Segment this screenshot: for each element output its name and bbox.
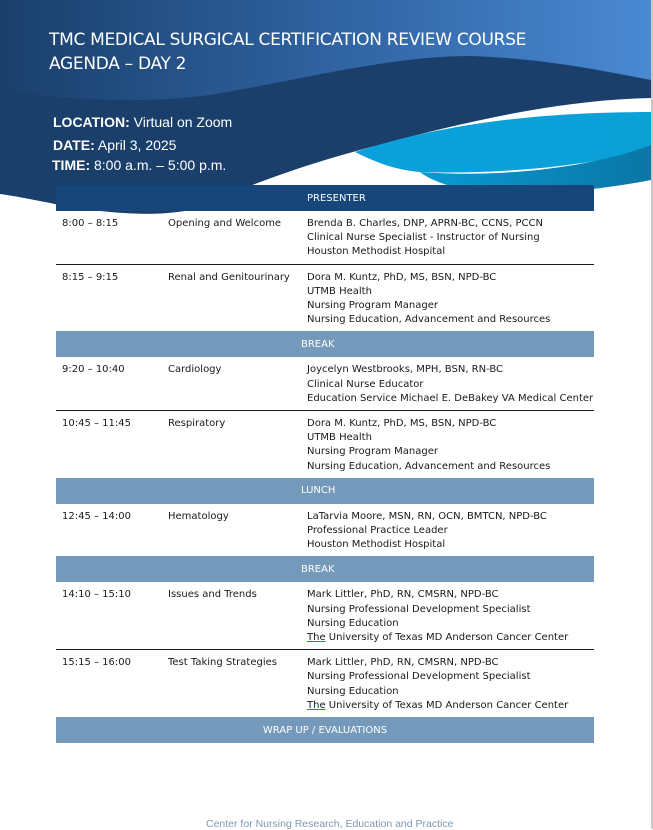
session-presenter	[307, 411, 594, 478]
presenter-line: The University of Texas MD Anderson Cancer Center	[307, 699, 569, 711]
presenter-line: Nursing Education, Advancement and Resources	[307, 314, 551, 326]
header-topic-cell	[168, 185, 307, 211]
session-time: 15:15 – 16:00	[62, 657, 131, 669]
date-value: April 3, 2025	[94, 137, 177, 153]
session-topic: Hematology	[168, 510, 229, 522]
presenter-line: Nursing Professional Development Specialist	[307, 603, 531, 615]
break-label: BREAK	[301, 563, 335, 575]
date-label: DATE:	[53, 137, 95, 153]
session-presenter	[307, 211, 594, 264]
footer-organization: Center for Nursing Research, Education and Practice	[206, 818, 454, 830]
table-header-row	[56, 185, 594, 211]
session-row	[56, 582, 594, 649]
presenter-line: Professional Practice Leader	[307, 525, 448, 537]
session-time: 9:20 – 10:40	[56, 357, 168, 410]
time-line	[52, 157, 226, 173]
presenter-line: UTMB Health	[307, 285, 372, 297]
presenter-line: Dora M. Kuntz, PhD, MS, BSN, NPD-BC	[307, 271, 497, 283]
presenter-line: Nursing Education, Advancement and Resources	[307, 460, 551, 472]
presenter-line: Nursing Professional Development Specialist	[307, 671, 531, 683]
presenter-line: Clinical Nurse Educator	[307, 378, 424, 390]
presenter-line: The University of Texas MD Anderson Cancer Center	[307, 632, 569, 644]
time-label: TIME:	[52, 157, 91, 173]
session-topic: Issues and Trends	[168, 582, 307, 649]
presenter-line: Dora M. Kuntz, PhD, MS, BSN, NPD-BC	[307, 418, 497, 430]
break-row	[56, 717, 594, 743]
session-presenter	[307, 582, 594, 649]
presenter-line: Mark Littler, PhD, RN, CMSRN, NPD-BC	[307, 657, 499, 669]
session-row	[56, 264, 594, 331]
session-row	[56, 650, 594, 717]
session-row	[56, 357, 594, 410]
presenter-line: Nursing Program Manager	[307, 300, 438, 312]
session-topic: Renal and Genitourinary	[168, 271, 290, 283]
location-line	[53, 114, 232, 130]
time-value: 8:00 a.m. – 5:00 p.m.	[90, 157, 227, 173]
title-line-2: AGENDA – DAY 2	[49, 54, 187, 74]
agenda-table	[56, 185, 594, 743]
presenter-line: Education Service Michael E. DeBakey VA Medical Center	[307, 392, 594, 404]
session-topic: Opening and Welcome	[168, 211, 307, 264]
presenter-line: Houston Methodist Hospital	[307, 246, 446, 258]
session-presenter	[307, 357, 594, 410]
session-row	[56, 411, 594, 478]
presenter-line: Joycelyn Westbrooks, MPH, BSN, RN-BC	[307, 364, 504, 376]
session-time: 8:15 – 9:15	[62, 271, 119, 283]
session-presenter	[307, 504, 594, 557]
title-line-1: TMC MEDICAL SURGICAL CERTIFICATION REVIEW COURSE	[49, 30, 527, 50]
document-title	[49, 28, 526, 76]
session-topic: Test Taking Strategies	[168, 657, 277, 669]
presenter-line: Brenda B. Charles, DNP, APRN-BC, CCNS, PCCN	[307, 218, 543, 229]
session-presenter	[307, 264, 594, 331]
presenter-line: UTMB Health	[307, 432, 372, 444]
date-line	[53, 137, 176, 153]
break-row	[56, 331, 594, 357]
break-row	[56, 556, 594, 582]
presenter-line: Nursing Education	[307, 685, 399, 697]
break-label: LUNCH	[301, 485, 336, 497]
session-time: 14:10 – 15:10	[56, 582, 168, 649]
presenter-line: Nursing Program Manager	[307, 446, 438, 458]
location-value: Virtual on Zoom	[129, 114, 233, 130]
session-presenter	[307, 650, 594, 717]
presenter-line: LaTarvia Moore, MSN, RN, OCN, BMTCN, NPD-BC	[307, 510, 547, 522]
session-topic: Cardiology	[168, 357, 307, 410]
session-time: 12:45 – 14:00	[62, 510, 131, 522]
presenter-line: Nursing Education	[307, 617, 399, 629]
session-row	[56, 504, 594, 557]
session-row	[56, 211, 594, 264]
header-time-cell	[56, 185, 168, 211]
session-topic: Respiratory	[168, 418, 226, 430]
presenter-line: Clinical Nurse Specialist - Instructor of Nursing	[307, 232, 540, 244]
presenter-line: Houston Methodist Hospital	[307, 539, 446, 551]
break-label: WRAP UP / EVALUATIONS	[262, 724, 388, 736]
presenter-line: Mark Littler, PhD, RN, CMSRN, NPD-BC	[307, 589, 499, 601]
break-row	[56, 478, 594, 504]
session-time: 10:45 – 11:45	[62, 418, 131, 430]
break-label: BREAK	[301, 338, 335, 350]
header-presenter-cell: PRESENTER	[307, 192, 366, 204]
session-time: 8:00 – 8:15	[56, 211, 168, 264]
location-label: LOCATION:	[53, 114, 130, 130]
